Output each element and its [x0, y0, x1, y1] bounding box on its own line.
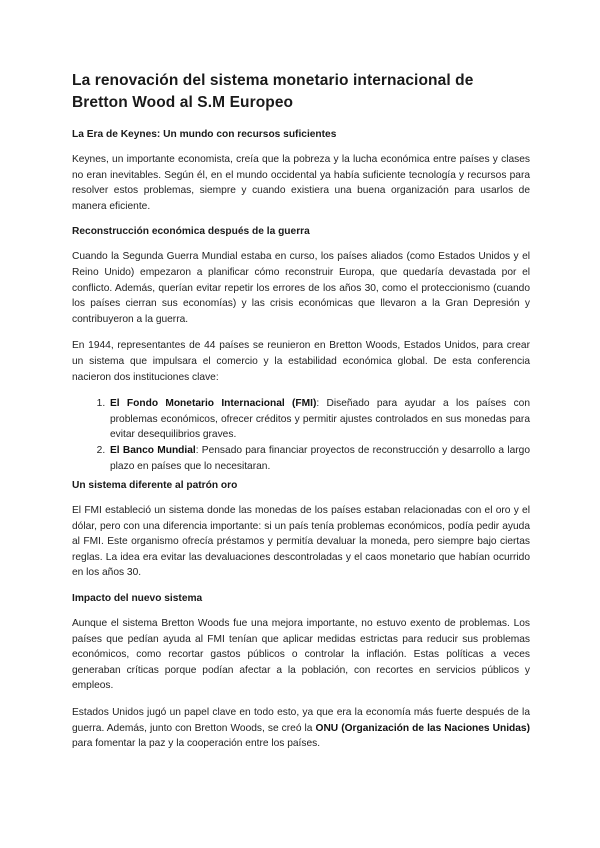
list-item-fmi-bold: El Fondo Monetario Internacional (FMI) — [110, 398, 317, 410]
paragraph-closing — [72, 705, 530, 752]
section-heading-impacto: Impacto del nuevo sistema — [72, 593, 203, 605]
section-heading-keynes: La Era de Keynes: Un mundo con recursos suficientes — [72, 129, 337, 140]
section-heading-reconstruccion: Reconstrucción económica después de la guerra — [72, 226, 310, 238]
section-heading-patron-oro: Un sistema diferente al patrón oro — [72, 480, 238, 492]
institutions-list — [72, 396, 530, 474]
paragraph-patron-oro: El FMI estableció un sistema donde las monedas de los países estaban relacionadas con el oro y el dólar, pero con una diferencia importante: si un país tenía problemas económicos, podía pedir ayuda al FMI. Este organismo ofrecía préstamos y permitía devaluar la moneda, pero siempre bajo ciertas reglas. La idea era evitar las devaluaciones descontroladas y el caos monetario que habían ocurrido en los años 30. — [72, 505, 530, 579]
document-title: La renovación del sistema monetario internacional de Bretton Wood al S.M Europeo — [72, 72, 474, 111]
closing-text-bold: ONU (Organización de las Naciones Unidas) — [315, 722, 530, 734]
list-item-banco-mundial — [108, 443, 530, 474]
list-item-fmi-text: : Diseñado para ayudar a los países con problemas económicos, ofrecer créditos y permitir ajustes controlados en sus monedas para evitar desequilibrios graves. — [110, 398, 531, 441]
paragraph-reconstruccion-1: Cuando la Segunda Guerra Mundial estaba en curso, los países aliados (como Estados Unidos y el Reino Unido) empezaron a planificar cómo reconstruir Europa, que quedaría devastada por el conflicto. Además, querían evitar repetir los errores de los años 30, como el proteccionismo (cuando los países cierran sus economías) y las crisis económicas que llevaron a la Gran Depresión y contribuyeron a la guerra. — [72, 251, 530, 325]
closing-text-before: Estados Unidos jugó un papel clave en todo esto, ya que era la economía más fuerte después de la guerra. Además, junto con Bretton Woods, se creó la — [72, 707, 530, 734]
list-item-banco-bold: El Banco Mundial — [110, 444, 196, 456]
closing-text-after: para fomentar la paz y la cooperación entre los países. — [72, 738, 321, 750]
paragraph-keynes: Keynes, un importante economista, creía que la pobreza y la lucha económica entre países y clases no eran inevitables. Según él, en el mundo occidental ya había suficiente tecnología y recursos para resolver estos problemas, siempre y cuando existiera una buena organización para usarlos de manera eficiente. — [72, 154, 530, 212]
paragraph-reconstruccion-2: En 1944, representantes de 44 países se reunieron en Bretton Woods, Estados Unidos, para crear un sistema que impulsara el comercio y la estabilidad económica global. De esta conferencia nacieron dos instituciones clave: — [72, 340, 530, 383]
list-item-fmi — [108, 396, 530, 443]
list-item-banco-text: : Pensado para financiar proyectos de reconstrucción y desarrollo a largo plazo en países que lo necesitaran. — [110, 444, 530, 472]
paragraph-impacto: Aunque el sistema Bretton Woods fue una mejora importante, no estuvo exento de problemas. Los países que pedían ayuda al FMI tenían que aplicar medidas estrictas para reducir sus problemas económicos, como recortar gastos públicos o controlar la inflación. Estas políticas a veces generaban críticas porque podían afectar a la población, con recortes en servicios públicos y empleos. — [72, 618, 530, 692]
